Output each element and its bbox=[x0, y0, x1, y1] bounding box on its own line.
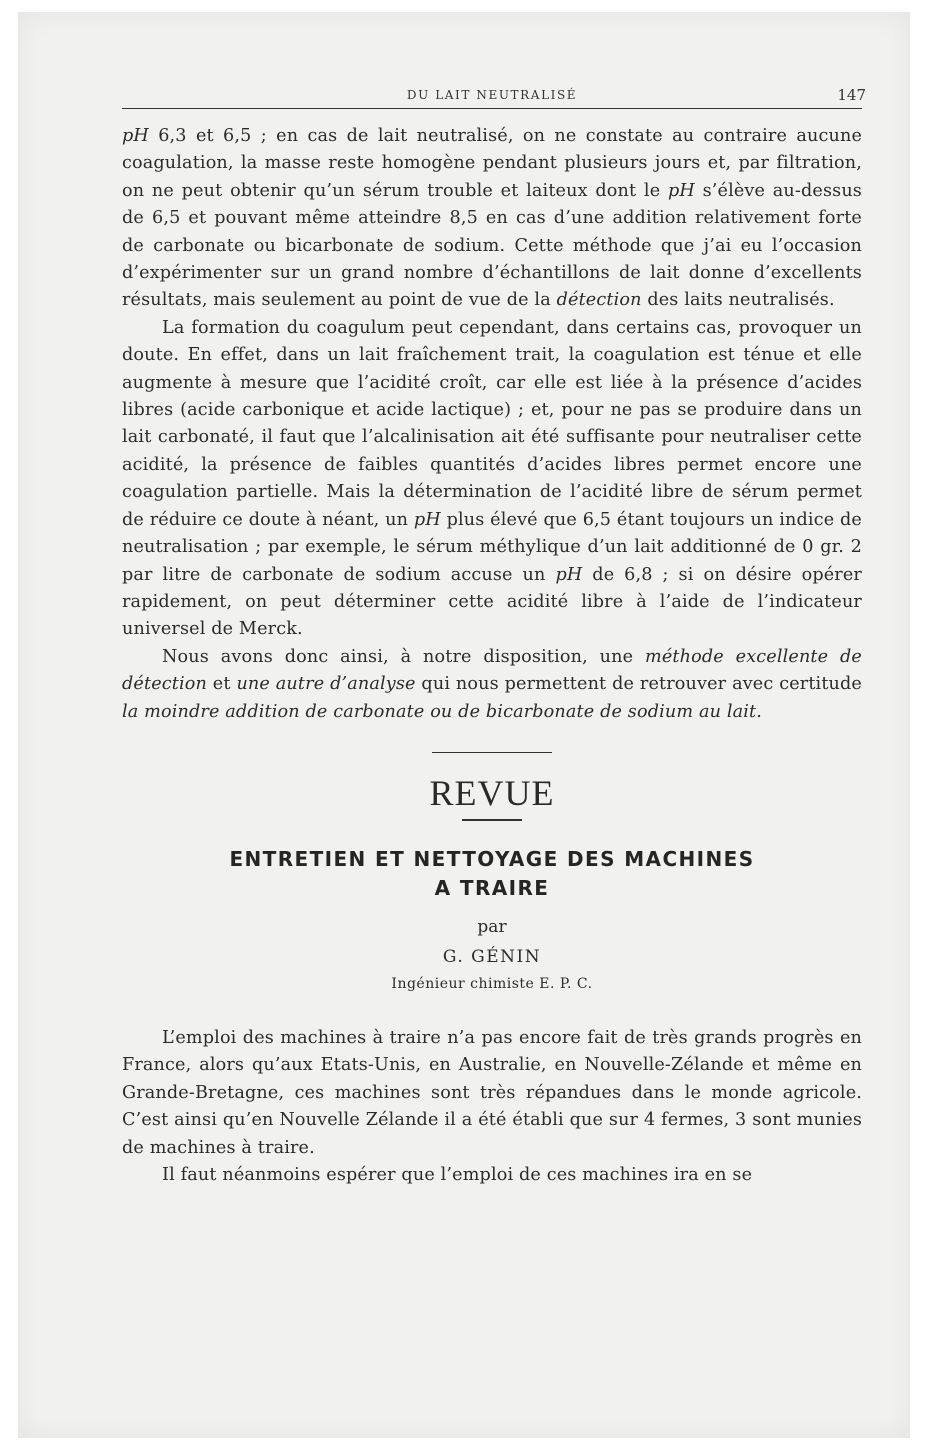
text-run: pH bbox=[555, 564, 583, 585]
paragraph bbox=[122, 1025, 862, 1162]
text-run: pH bbox=[122, 126, 149, 146]
section-heading: REVUE bbox=[429, 772, 555, 813]
text-run: Nous avons donc ainsi, à notre disposition, une bbox=[162, 646, 645, 667]
author-affiliation: Ingénieur chimiste E. P. C. bbox=[391, 975, 593, 992]
article-body-text bbox=[122, 1025, 862, 1189]
text-run: pH bbox=[413, 509, 441, 530]
text-run: pH bbox=[667, 180, 695, 201]
paragraph bbox=[122, 315, 862, 644]
text-run: la moindre addition de carbonate ou de bicarbonate de sodium au lait. bbox=[122, 701, 762, 722]
text-run: de 6,8 ; si on désire opérer rapidement, on peut déterminer cette acidité libre à l’aide de l’indicateur universel de Merck. bbox=[122, 564, 862, 640]
text-run: plus élevé que 6,5 étant toujours un indice de neutralisation ; par exemple, le sérum méthylique d’un lait additionné de 0 gr. 2 par litre de carbonate de sodium accuse un bbox=[122, 509, 862, 585]
text-run: et bbox=[206, 674, 237, 695]
article-title-line-1: ENTRETIEN ET NETTOYAGE DES MACHINES bbox=[229, 846, 755, 871]
paragraph bbox=[122, 1162, 862, 1189]
byline: par bbox=[477, 916, 507, 937]
heading-underline bbox=[462, 819, 522, 821]
section-divider bbox=[432, 752, 552, 753]
previous-article-text bbox=[122, 123, 862, 726]
text-run: 6,3 et 6,5 ; en cas de lait neutralisé, on ne constate au contraire aucune coagulation, la masse reste homogène pendant plusieurs jours et, par filtration, on ne peut obtenir qu’un sérum trouble et laiteux dont le bbox=[122, 126, 862, 201]
running-title: DU LAIT NEUTRALISÉ bbox=[406, 88, 578, 102]
text-run: des laits neutralisés. bbox=[641, 290, 835, 311]
page-content bbox=[122, 82, 866, 1189]
article-title-line-2: A TRAIRE bbox=[434, 875, 550, 900]
paragraph bbox=[122, 644, 862, 726]
text-run: s’élève au-dessus de 6,5 et pouvant même atteindre 8,5 en cas d’une addition relativement forte de carbonate ou bicarbonate de sodium. Cette méthode que j’ai eu l’occasion d’expérimenter sur un grand nombre d’échantillons de lait donne d’excellents résultats, mais seulement au point de vue de la bbox=[122, 180, 862, 311]
text-run: La formation du coagulum peut cependant, dans certains cas, provoquer un doute. En effet, dans un lait fraîchement trait, la coagulation est ténue et elle augmente à mesure que l’acidité croît, car elle est liée à la présence d’acides libres (acide carbonique et acide lactique) ; et, pour ne pas se produire dans un lait carbonaté, il faut que l’alcalinisation ait été suffisante pour neutraliser cette acidité, la présence de faibles quantités d’acides libres permet encore une coagulation partielle. Mais la détermination de l’acidité libre de sérum permet de réduire ce doute à néant, un bbox=[122, 317, 862, 530]
scanned-page bbox=[18, 12, 910, 1438]
text-run: L’emploi des machines à traire n’a pas encore fait de très grands progrès en France, alors qu’aux Etats-Unis, en Australie, en Nouvelle-Zélande et même en Grande-Bretagne, ces machines sont très répandues dans le monde agricole. C’est ainsi qu’en Nouvelle Zélande il a été établi que sur 4 fermes, 3 sont munies de machines à traire. bbox=[122, 1027, 862, 1158]
running-header bbox=[122, 82, 866, 109]
page-number: 147 bbox=[837, 86, 866, 104]
text-run: détection bbox=[556, 290, 642, 311]
text-run: Il faut néanmoins espérer que l’emploi de ces machines ira en se bbox=[162, 1164, 753, 1185]
paragraph bbox=[122, 123, 862, 315]
text-run: méthode excellente de détection bbox=[122, 646, 862, 695]
author-name: G. GÉNIN bbox=[442, 946, 542, 967]
text-run: qui nous permettent de retrouver avec certitude bbox=[415, 674, 862, 695]
text-run: une autre d’analyse bbox=[236, 674, 416, 695]
article-title bbox=[122, 845, 862, 903]
